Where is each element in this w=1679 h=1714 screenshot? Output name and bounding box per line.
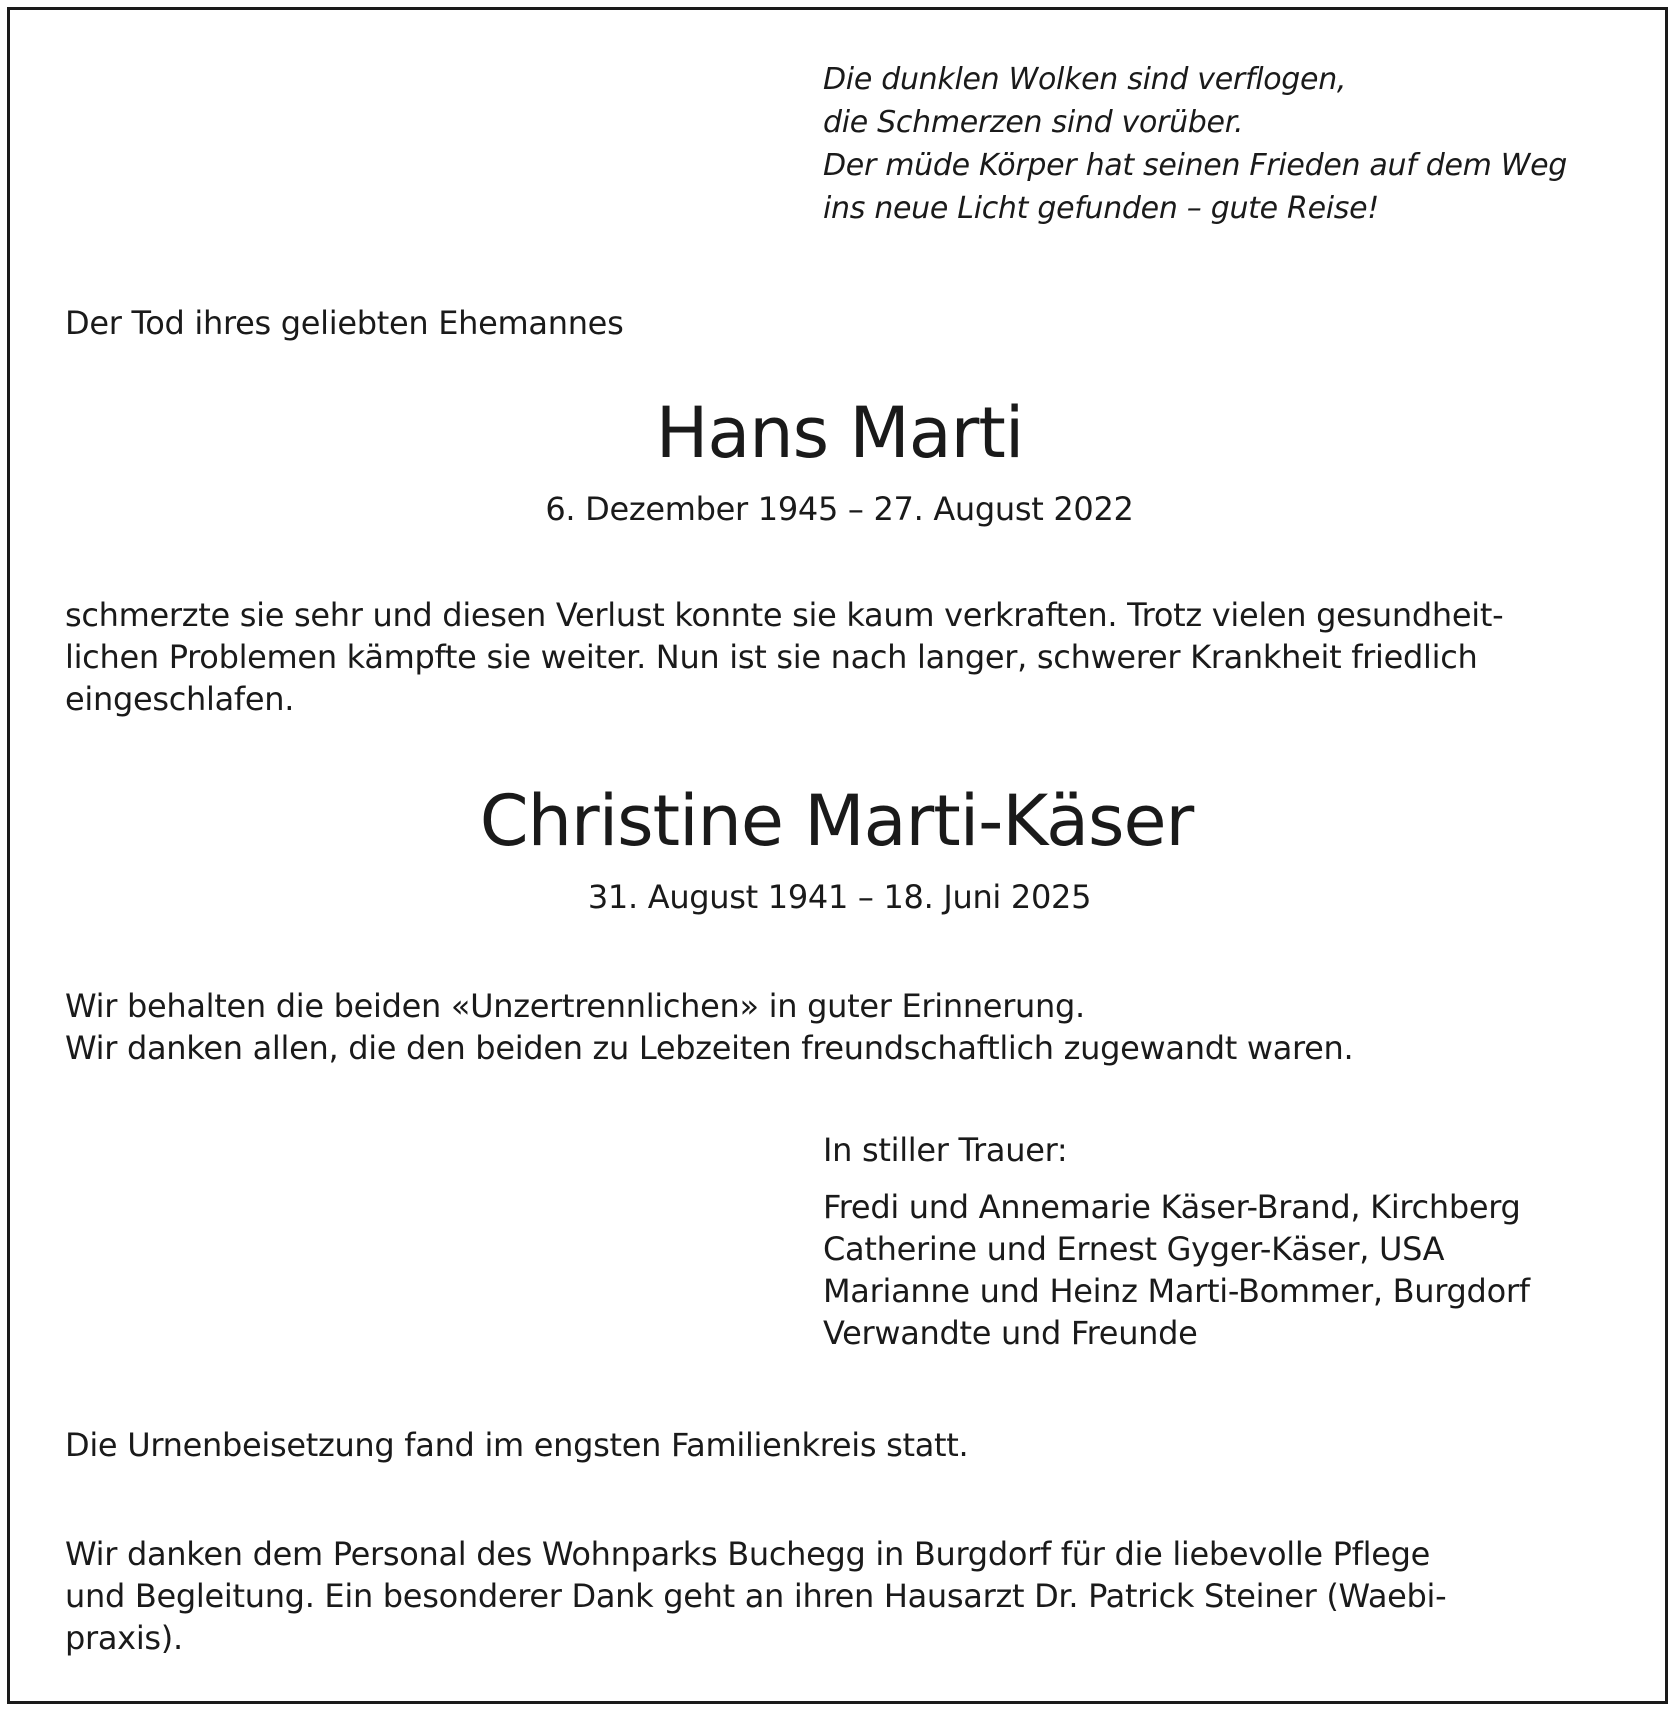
deceased-name: Christine Marti-Käser (479, 780, 1194, 862)
motto-poem (823, 58, 1567, 230)
burial-note: Die Urnenbeisetzung fand im engsten Familienkreis statt. (65, 1426, 969, 1464)
paragraph-line: und Begleitung. Ein besonderer Dank geht an ihren Hausarzt Dr. Patrick Steiner (Waebi- (65, 1577, 1447, 1615)
husband-name: Hans Marti (655, 392, 1024, 474)
mourners-heading: In stiller Trauer: (823, 1131, 1068, 1169)
deceased-dates: 31. August 1941 – 18. Juni 2025 (587, 878, 1092, 916)
motto-line: Der müde Körper hat seinen Frieden auf dem Weg (823, 148, 1568, 183)
paragraph-loss (65, 594, 1503, 720)
paragraph-line: lichen Problemen kämpfte sie weiter. Nun ist sie nach langer, schwerer Krankheit friedlich (65, 638, 1478, 676)
motto-line: ins neue Licht gefunden – gute Reise! (823, 191, 1379, 226)
husband-dates: 6. Dezember 1945 – 27. August 2022 (545, 490, 1134, 528)
paragraph-line: praxis). (65, 1619, 183, 1657)
mourners-list (823, 1186, 1530, 1354)
paragraph-line: Wir danken dem Personal des Wohnparks Buchegg in Burgdorf für die liebevolle Pflege (65, 1535, 1431, 1573)
paragraph-line: schmerzte sie sehr und diesen Verlust konnte sie kaum verkraften. Trotz vielen gesundheit- (65, 596, 1504, 634)
mourner-item: Verwandte und Freunde (823, 1314, 1198, 1352)
thanks-paragraph (65, 1533, 1446, 1659)
mourner-item: Catherine und Ernest Gyger-Käser, USA (823, 1230, 1445, 1268)
intro-text: Der Tod ihres geliebten Ehemannes (65, 304, 624, 342)
paragraph-line: eingeschlafen. (65, 680, 295, 718)
motto-line: die Schmerzen sind vorüber. (823, 105, 1244, 140)
mourner-item: Fredi und Annemarie Käser-Brand, Kirchberg (823, 1188, 1521, 1226)
paragraph-remembrance (65, 985, 1353, 1069)
paragraph-line: Wir behalten die beiden «Unzertrennlichen» in guter Erinnerung. (65, 987, 1085, 1025)
motto-line: Die dunklen Wolken sind verflogen, (823, 62, 1347, 97)
paragraph-line: Wir danken allen, die den beiden zu Lebzeiten freundschaftlich zugewandt waren. (65, 1029, 1354, 1067)
mourner-item: Marianne und Heinz Marti-Bommer, Burgdorf (823, 1272, 1530, 1310)
